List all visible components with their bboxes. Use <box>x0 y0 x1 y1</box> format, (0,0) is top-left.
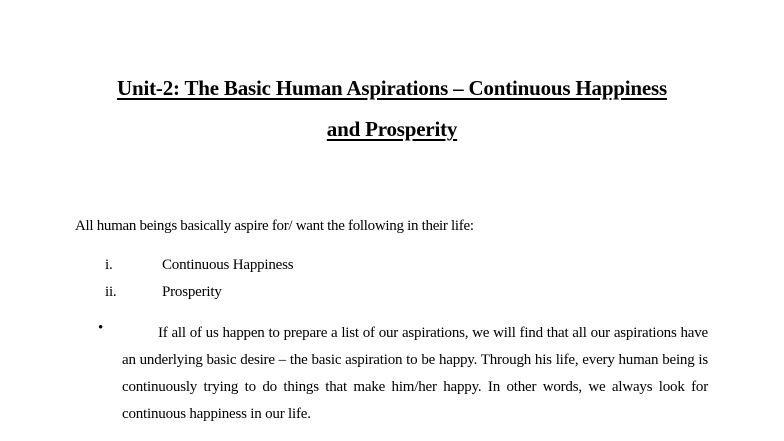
page-title-continued: and Prosperity <box>326 117 458 141</box>
page-title: Unit-2: The Basic Human Aspirations – Continuous Happiness <box>117 76 667 100</box>
intro-paragraph: All human beings basically aspire for/ want the following in their life: <box>75 218 474 234</box>
list-item-text: Continuous Happiness <box>162 257 294 273</box>
bullet-icon: • <box>98 320 104 336</box>
bullet-paragraph: If all of us happen to prepare a list of our aspirations, we will find that all our aspirations have an underlying basic desire – the basic aspiration to be happy. Through his life, every human being is continuously trying to do things that make him/her happy. In other words, we always look for continuous happiness in our life. <box>122 325 708 422</box>
list-item-number: ii. <box>105 284 117 300</box>
list-item-number: i. <box>105 257 113 273</box>
list-item-text: Prosperity <box>162 284 222 300</box>
